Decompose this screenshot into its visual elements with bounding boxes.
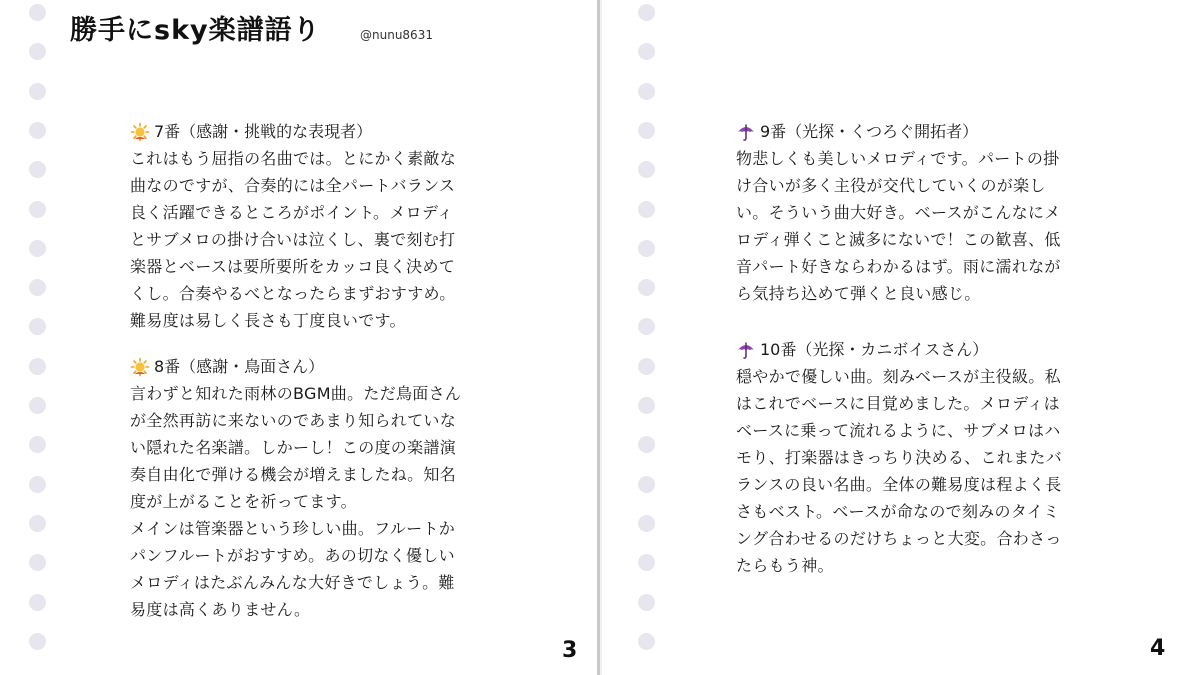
binder-hole [638,633,655,650]
binder-hole [29,83,46,100]
binder-hole [638,397,655,414]
binder-hole [638,83,655,100]
entry-line: 物悲しくも美しいメロディです。パートの掛 [736,149,1060,168]
right-page [602,0,1200,675]
binder-hole [29,201,46,218]
entry-title-text: 8番（感謝・鳥面さん） [154,357,325,376]
umbrella-icon [736,340,756,360]
sun-icon [130,357,150,377]
entry-line: 言わずと知れた雨林のBGM曲。ただ鳥面さん [130,384,462,403]
entry-line: これはもう屈指の名曲では。とにかく素敵な [130,149,457,168]
entry-line: い。そういう曲大好き。ベースがこんなにメ [736,203,1061,222]
binder-hole [29,4,46,21]
entry-line: 良く活躍できるところがポイント。メロディ [130,203,454,222]
binder-hole [29,515,46,532]
page-number: 3 [562,638,578,663]
entry-line: メロディはたぶんみんな大好きでしょう。難 [130,573,455,592]
entry-title-text: 9番（光探・くつろぐ開拓者） [760,122,979,141]
entry-line: 楽器とベースは要所要所をカッコ良く決めて [130,257,456,276]
binder-hole [29,240,46,257]
entry-7 [130,118,490,334]
binder-hole [638,594,655,611]
entry-8 [130,353,490,623]
entry-line: 穏やかで優しい曲。刻みベースが主役級。私 [736,367,1061,386]
entry-line: さもベスト。ベースが命なので刻みのタイミ [736,502,1060,521]
binder-hole [638,554,655,571]
binder-hole [29,318,46,335]
binder-hole [29,161,46,178]
entry-line: ロディ弾くこと滅多にないで！この歓喜、低 [736,230,1061,249]
entry-line: ング合わせるのだけちょっと大変。合わさっ [736,529,1062,548]
entry-line: が全然再訪に来ないのであまり知られていな [130,411,457,430]
entry-line: たらもう神。 [736,556,834,575]
entry-line: 曲なのですが、合奏的には全パートバランス [130,176,456,195]
entry-line: モり、打楽器はきっちり決める、これまたバ [736,448,1063,467]
binder-hole [29,397,46,414]
binder-hole [638,318,655,335]
entry-line: い隠れた名楽譜。しかーし！この度の楽譜演 [130,438,457,457]
binder-hole [638,476,655,493]
entry-line: パンフルートがおすすめ。あの切なく優しい [130,546,455,565]
binder-hole [638,4,655,21]
binder-hole [638,201,655,218]
binder-holes-left [29,0,49,675]
entry-title [130,118,490,145]
binder-hole [638,436,655,453]
entry-10 [736,336,1096,579]
entry-line: 難易度は易しく長さも丁度良いです。 [130,311,406,330]
binder-hole [29,43,46,60]
umbrella-icon [736,122,756,142]
binder-hole [29,476,46,493]
entry-title-text: 10番（光探・カニボイスさん） [760,340,989,359]
binder-hole [638,240,655,257]
entry-line: 奏自由化で弾ける機会が増えましたね。知名 [130,465,457,484]
left-page [0,0,598,675]
entry-line: はこれでベースに目覚めました。メロディは [736,394,1060,413]
entry-9 [736,118,1096,307]
binder-hole [638,122,655,139]
entry-line: 度が上がることを祈ってます。 [130,492,357,511]
entry-line: ベースに乗って流れるように、サブメロはハ [736,421,1061,440]
page-title: 勝手にsky楽譜語り [70,15,321,46]
binder-hole [29,122,46,139]
entry-line: 易度は高くありません。 [130,600,311,619]
binder-hole [29,594,46,611]
binder-hole [638,43,655,60]
entry-title [130,353,490,380]
binder-hole [638,358,655,375]
author-handle: @nunu8631 [360,28,433,42]
entry-line: 音パート好きならわかるはず。雨に濡れなが [736,257,1061,276]
binder-hole [29,279,46,296]
binder-hole [638,515,655,532]
entry-line: ランスの良い名曲。全体の難易度は程よく長 [736,475,1062,494]
sun-icon [130,122,150,142]
entry-title [736,336,1096,363]
binder-hole [29,358,46,375]
entry-title [736,118,1096,145]
page-number: 4 [1150,636,1166,661]
entry-title-text: 7番（感謝・挑戦的な表現者） [154,122,373,141]
binder-hole [638,161,655,178]
binder-holes-right [638,0,658,675]
entry-line: くし。合奏やるべとなったらまずおすすめ。 [130,284,456,303]
entry-line: とサブメロの掛け合いは泣くし、裏で刻む打 [130,230,456,249]
entry-line: ら気持ち込めて弾くと良い感じ。 [736,284,981,303]
binder-hole [638,279,655,296]
entry-line: け合いが多く主役が交代していくのが楽し [736,176,1046,195]
binder-hole [29,436,46,453]
entry-line: メインは管楽器という珍しい曲。フルートか [130,519,456,538]
binder-hole [29,554,46,571]
binder-hole [29,633,46,650]
